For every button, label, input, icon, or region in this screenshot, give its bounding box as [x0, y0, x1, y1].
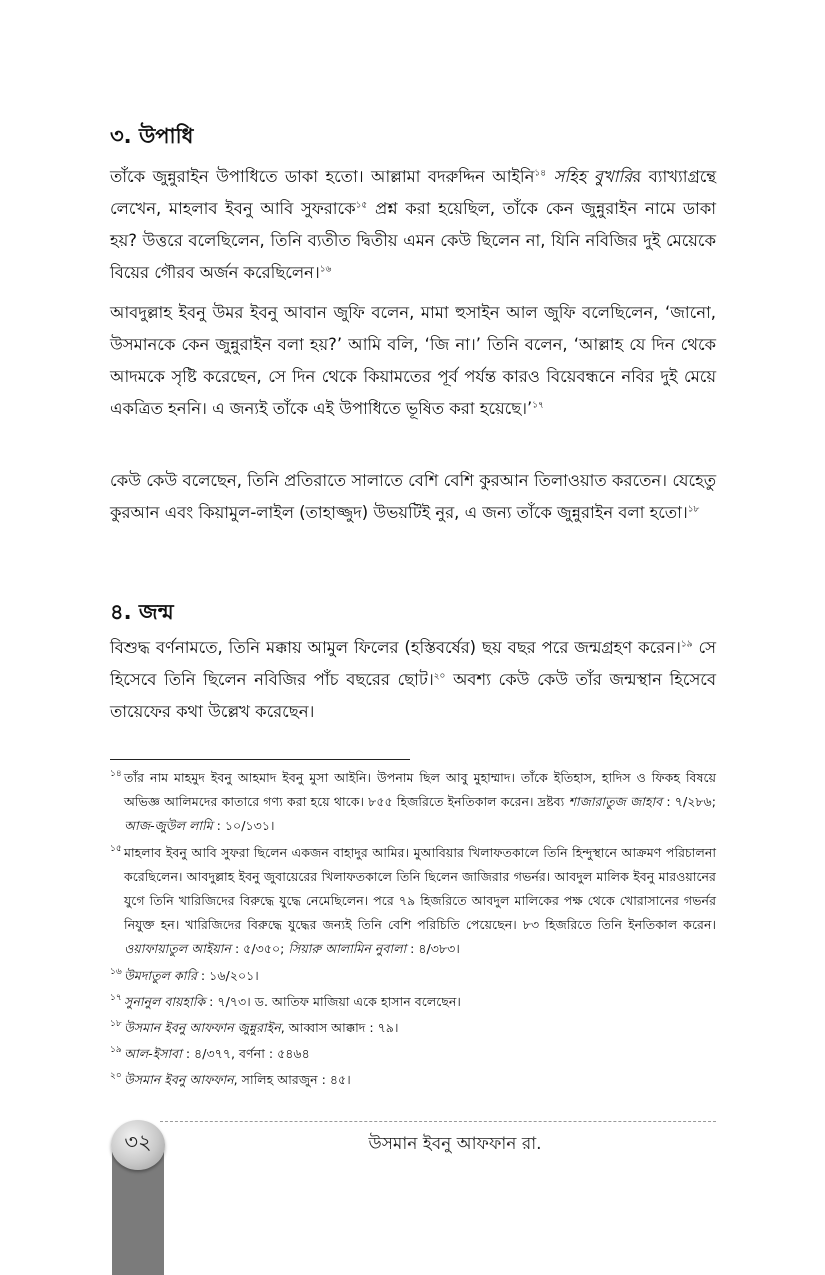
footnote-number: ১৯: [110, 1045, 122, 1056]
source-title: শাজারাতুজ জাহাব: [568, 794, 663, 810]
footnote-15: [110, 841, 716, 962]
source-title: সুনানুল বায়হাকি: [124, 993, 206, 1009]
footnote-text: : ৫/৩৫০;: [230, 941, 289, 957]
text-run: আবদুল্লাহ ইবনু উমর ইবনু আবান জুফি বলেন, মামা হুসাইন আল জুফি বলেছিলেন, ‘জানো, উসমানকে কেন জুন্নুরাইন বলা হয়?’ আমি বলি, ‘জি না।’ তিনি বলেন, ‘আল্লাহ যে দিন থেকে আদমকে সৃষ্টি করেছেন, সে দিন থেকে কিয়ামতের পূর্ব পর্যন্ত কারও বিয়েবন্ধনে নবির দুই মেয়ে একত্রিত হননি। এ জন্যই তাঁকে এই উপাধিতে ভূষিত করা হয়েছে।’: [110, 303, 716, 418]
footnote-text: : ৭/২৮৬;: [662, 794, 716, 810]
footnote-text: তাঁর নাম মাহমুদ ইবনু আহমাদ ইবনু মুসা আইনি। উপনাম ছিল আবু মুহাম্মাদ। তাঁকে ইতিহাস, হাদিস ও ফিকহ বিষয়ে অভিজ্ঞ আলিমদের কাতারে গণ্য করা হয়ে থাকে। ৮৫৫ হিজরিতে ইনতিকাল করেন। দ্রষ্টব্য: [124, 770, 716, 810]
footnote-20: [110, 1068, 716, 1092]
footnote-ref[interactable]: ১৪: [534, 168, 547, 179]
source-title: আজ-জুউল লামি: [124, 818, 213, 834]
section-heading-birth: ৪. জন্ম: [110, 600, 174, 624]
source-title: উমদাতুল কারি: [124, 967, 197, 983]
paragraph-title-origin: [110, 161, 716, 289]
footnote-16: [110, 964, 716, 988]
text-run: বিশুদ্ধ বর্ণনামতে, তিনি মক্কায় আমুল ফিলের (হস্তিবর্ষের) ছয় বছর পরে জন্মগ্রহণ করেন।: [110, 638, 681, 657]
source-title: আল-ইসাবা: [124, 1046, 182, 1062]
footnote-19: [110, 1042, 716, 1066]
running-title: উসমান ইবনু আফফান রা.: [368, 1134, 542, 1154]
footnote-text: : ১৬/২০১।: [196, 967, 259, 983]
footnote-ref[interactable]: ১৯: [680, 639, 693, 650]
footnote-ref[interactable]: ২০: [433, 671, 446, 682]
text-run: অবশ্য কেউ কেউ তাঁর জন্মস্থান হিসেবে তায়েফের কথা উল্লেখ করেছেন।: [110, 670, 716, 721]
source-title: উসমান ইবনু আফফান জুন্নুরাইন: [124, 1020, 281, 1036]
paragraph-birth: [110, 632, 716, 728]
footnote-text: : ৭/৭৩। ড. আতিফ মাজিয়া একে হাসান বলেছেন।: [205, 993, 461, 1009]
source-title: উসমান ইবনু আফফান: [124, 1072, 234, 1088]
footnote-number: ১৪: [110, 769, 122, 779]
page-number: ৩২: [124, 1130, 152, 1154]
footnote-text: : ১০/১৩১।: [212, 818, 275, 834]
footnote-number: ১৭: [110, 992, 122, 1003]
footnote-number: ১৫: [110, 843, 122, 854]
footnote-text: , আব্বাস আক্কাদ : ৭৯।: [280, 1020, 399, 1036]
text-run: প্রশ্ন করা হয়েছিল, তাঁকে কেন জুন্নুরাইন নামে ডাকা হয়? উত্তরে বলেছিলেন, তিনি ব্যতীত দ্বিতীয় এমন কেউ ছিলেন না, যিনি নবিজির দুই মেয়েকে বিয়ের গৌরব অর্জন করেছিলেন।: [110, 199, 716, 282]
footnote-ref[interactable]: ১৮: [687, 504, 700, 515]
text-run: তাঁকে জুন্নুরাইন উপাধিতে ডাকা হতো। আল্লামা বদরুদ্দিন আইনি: [110, 167, 535, 186]
footnote-text: : ৪/৩৭৭, বর্ণনা : ৫৪৬৪: [181, 1046, 310, 1062]
paragraph-husain-narration: [110, 297, 716, 425]
book-title: সহিহ বুখারি: [553, 167, 633, 186]
section-heading-titles: ৩. উপাধি: [110, 124, 194, 148]
text-run: কেউ কেউ বলেছেন, তিনি প্রতিরাতে সালাতে বেশি বেশি কুরআন তিলাওয়াত করতেন। যেহেতু কুরআন এবং কিয়ামুল-লাইল (তাহাজ্জুদ) উভয়টিই নুর, এ জন্য তাঁকে জুন্নুরাইন বলা হতো।: [110, 471, 716, 522]
text-run: সে হিসেবে তিনি ছিলেন নবিজির পাঁচ বছরের ছোট।: [110, 638, 716, 689]
source-title: সিয়ারু আলামিন নুবালা: [288, 941, 407, 957]
footnote-number: ১৬: [110, 966, 122, 977]
footnotes-list: [110, 766, 716, 1095]
footnote-18: [110, 1016, 716, 1040]
footnote-number: ১৮: [110, 1019, 122, 1030]
source-title: ওয়াফায়াতুল আইয়ান: [124, 941, 231, 957]
paragraph-quran-recitation: [110, 465, 716, 529]
footnote-text: মাহলাব ইবনু আবি সুফরা ছিলেন একজন বাহাদুর আমির। মুআবিয়ার খিলাফতকালে তিনি হিন্দুস্থানে আক্রমণ পরিচালনা করেছিলেন। আবদুল্লাহ ইবনু জুবায়েরের খিলাফতকালে তিনি ছিলেন জাজিরার গভর্নর। আবদুল মালিক ইবনু মারওয়ানের যুগে তিনি খারিজিদের বিরুদ্ধে যুদ্ধে নেমেছিলেন। পরে ৭৯ হিজরিতে আবদুল মালিকের পক্ষ থেকে খোরাসানের গভর্নর নিযুক্ত হন। খারিজিদের বিরুদ্ধে যুদ্ধের জন্যই তিনি বেশি পরিচিতি পেয়েছেন। ৮৩ হিজরিতে তিনি ইনতিকাল করেন।: [124, 844, 716, 933]
text-run: র ব্যাখ্যাগ্রন্থে লেখেন, মাহলাব ইবনু আবি সুফরাকে: [110, 167, 717, 218]
footnote-ref[interactable]: ১৫: [355, 200, 368, 211]
footnote-14: [110, 766, 716, 839]
footnote-divider: [110, 759, 410, 760]
footnote-ref[interactable]: ১৭: [532, 400, 544, 411]
footnote-ref[interactable]: ১৬: [319, 264, 332, 275]
footer-divider: [160, 1121, 716, 1122]
footnote-number: ২০: [110, 1071, 122, 1082]
footnote-text: , সালিহ আরজুন : ৪৫।: [233, 1072, 351, 1088]
footnote-17: [110, 990, 716, 1014]
footnote-text: : ৪/৩৮৩।: [406, 941, 460, 957]
